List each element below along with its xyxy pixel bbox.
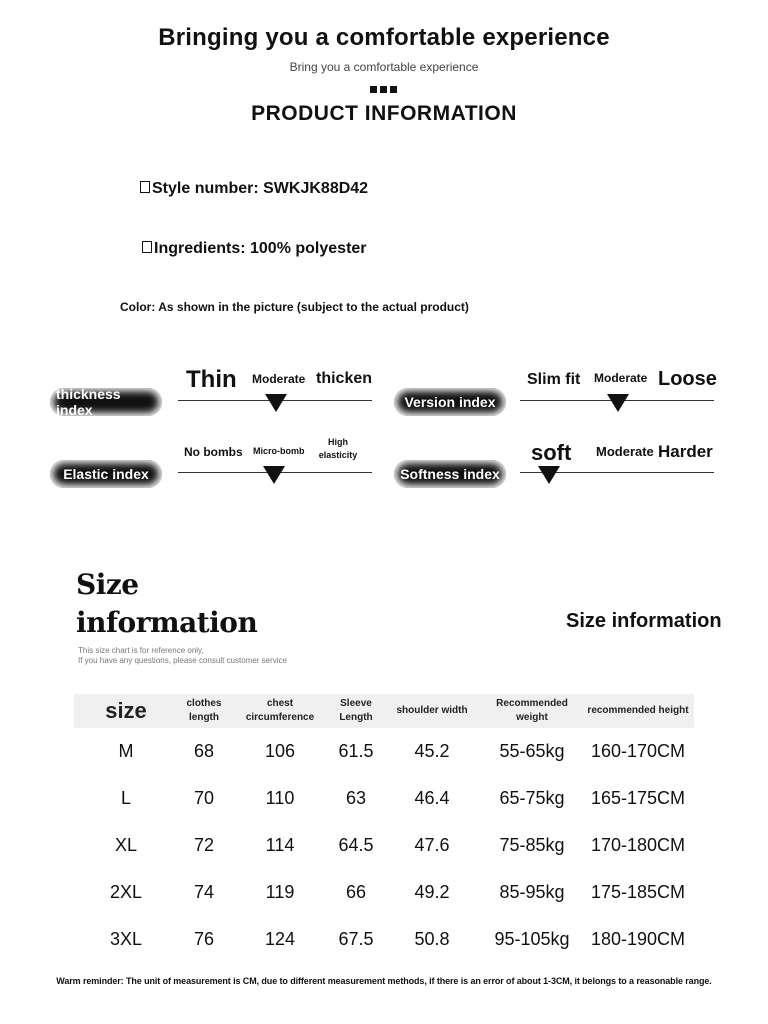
softness-option-harder: Harder <box>658 442 713 461</box>
cell-height: 165-175CM <box>590 788 686 808</box>
section-title: PRODUCT INFORMATION <box>251 102 517 125</box>
header-chest: chest circumference <box>230 694 330 728</box>
header-clothes-length: clothes length <box>178 694 230 728</box>
cell-weight: 75-85kg <box>499 835 565 855</box>
table-row <box>74 916 694 963</box>
table-row <box>74 822 694 869</box>
cell-length: 76 <box>193 929 215 949</box>
elastic-option-high: High elasticity <box>318 437 358 460</box>
size-info-title <box>76 566 257 642</box>
version-option-loose: Loose <box>658 368 717 390</box>
softness-index-pill <box>394 460 506 488</box>
style-number <box>140 180 368 198</box>
version-index-label: Version index <box>404 394 496 410</box>
cell-height: 180-190CM <box>590 929 686 949</box>
style-number-text: Style number: SWKJK88D42 <box>152 180 369 197</box>
cell-sleeve: 67.5 <box>338 929 374 949</box>
elastic-index-pill <box>50 460 162 488</box>
header-height: recommended height <box>582 694 694 728</box>
divider-dots <box>370 86 398 94</box>
color-note <box>120 300 469 314</box>
size-info-title-line1: Size <box>76 568 139 601</box>
header-size: size <box>74 694 178 728</box>
cell-height: 170-180CM <box>590 835 686 855</box>
cell-shoulder: 45.2 <box>414 741 450 761</box>
page-title: Bringing you a comfortable experience <box>158 24 610 51</box>
cell-weight: 85-95kg <box>499 882 565 902</box>
thickness-index-label: thickness index <box>56 386 121 418</box>
cell-size: XL <box>114 835 138 855</box>
size-info-right-title: Size information <box>566 610 722 632</box>
cell-height: 175-185CM <box>590 882 686 902</box>
elastic-marker-icon <box>263 466 285 484</box>
softness-index-label: Softness index <box>400 466 500 482</box>
color-text: Color: As shown in the picture (subject to the actual product) <box>120 300 469 314</box>
cell-sleeve: 64.5 <box>338 835 374 855</box>
elastic-option-no-bombs: No bombs <box>184 445 243 459</box>
thickness-option-moderate: Moderate <box>252 372 306 386</box>
softness-option-moderate: Moderate <box>596 444 654 459</box>
version-option-slim-fit: Slim fit <box>527 371 581 388</box>
cell-size: 3XL <box>109 929 143 949</box>
cell-shoulder: 46.4 <box>414 788 450 808</box>
size-table <box>74 694 694 963</box>
header-shoulder: shoulder width <box>382 694 482 728</box>
version-index-pill <box>394 388 506 416</box>
footer-reminder: Warm reminder: The unit of measurement is CM, due to different measurement methods, if there is an error of about 1-3CM, it belongs to a reasonable range. <box>56 976 712 986</box>
header-sleeve: Sleeve Length <box>330 694 382 728</box>
cell-chest: 110 <box>265 788 295 808</box>
size-note-line1: This size chart is for reference only, <box>78 646 204 655</box>
cell-length: 74 <box>193 882 215 902</box>
cell-sleeve: 63 <box>345 788 367 808</box>
header-weight: Recommended weight <box>482 694 582 728</box>
page-subtitle: Bring you a comfortable experience <box>289 60 479 74</box>
cell-shoulder: 47.6 <box>414 835 450 855</box>
table-row <box>74 869 694 916</box>
cell-length: 70 <box>193 788 215 808</box>
table-row <box>74 728 694 775</box>
cell-weight: 55-65kg <box>499 741 565 761</box>
size-note-line2: If you have any questions, please consult customer service <box>78 656 287 665</box>
ingredients <box>142 240 367 258</box>
cell-height: 160-170CM <box>590 741 686 761</box>
bullet-icon <box>142 241 152 253</box>
softness-option-soft: soft <box>531 440 572 465</box>
elastic-option-micro-bomb: Micro-bomb <box>253 446 305 456</box>
cell-weight: 95-105kg <box>494 929 570 949</box>
cell-shoulder: 49.2 <box>414 882 450 902</box>
cell-length: 68 <box>193 741 215 761</box>
thickness-option-thin: Thin <box>186 366 237 393</box>
cell-chest: 114 <box>265 835 295 855</box>
cell-sleeve: 61.5 <box>338 741 374 761</box>
size-info-title-line2: information <box>76 606 258 639</box>
cell-shoulder: 50.8 <box>414 929 450 949</box>
version-option-moderate: Moderate <box>594 371 648 385</box>
cell-chest: 106 <box>264 741 296 761</box>
elastic-index-label: Elastic index <box>63 466 149 482</box>
thickness-marker-icon <box>265 394 287 412</box>
thickness-index-pill <box>50 388 162 416</box>
size-table-header-row <box>74 694 694 728</box>
cell-chest: 119 <box>265 882 295 902</box>
cell-size: M <box>118 741 134 761</box>
ingredients-text: Ingredients: 100% polyester <box>154 240 367 257</box>
table-row <box>74 775 694 822</box>
softness-marker-icon <box>538 466 560 484</box>
cell-weight: 65-75kg <box>499 788 565 808</box>
version-marker-icon <box>607 394 629 412</box>
cell-length: 72 <box>193 835 215 855</box>
bullet-icon <box>140 181 150 193</box>
cell-chest: 124 <box>264 929 296 949</box>
cell-size: 2XL <box>109 882 143 902</box>
cell-size: L <box>120 788 131 808</box>
cell-sleeve: 66 <box>345 882 367 902</box>
thickness-option-thicken: thicken <box>316 370 373 387</box>
